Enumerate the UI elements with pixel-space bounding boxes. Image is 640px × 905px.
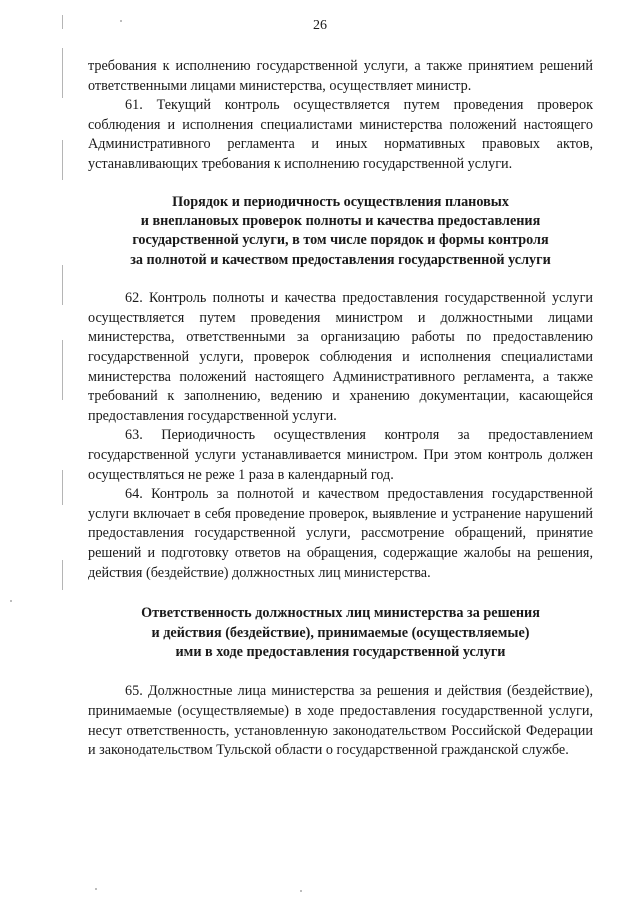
paragraph-62: 62. Контроль полноты и качества предоставления государственной услуги осуществляется путем проведения министром и должностными лицами министерства, ответственными за организацию работы по предоставлению государственной услуги, проверок соблюдения и исполнения специалистами министерства положений настоящего Административного регламента, а также требований к заполнению, ведению и хранению документации, касающейся предоставления государственной услуги. [88,290,593,424]
scan-artifact [62,560,63,590]
heading-line: государственной услуги, в том числе порядок и формы контроля [132,232,549,249]
heading-line: и внеплановых проверок полноты и качества предоставления [140,212,541,229]
page-number: 26 [313,18,327,33]
heading-line: Ответственность должностных лиц министерства за решения [141,605,540,622]
scan-artifact [62,140,63,180]
scan-artifact [62,470,63,505]
scan-artifact [62,15,63,29]
section-heading-inspections [88,193,593,271]
scan-artifact [62,265,63,305]
heading-line: Порядок и периодичность осуществления плановых [172,193,509,210]
scan-artifact [300,890,302,892]
scan-artifact [62,340,63,400]
paragraph-61: 61. Текущий контроль осуществляется путем проведения проверок соблюдения и исполнения специалистами министерства положений настоящего Административного регламента и иных нормативных правовых актов, устанавливающих требования к исполнению государственной услуги. [88,97,593,172]
heading-line: и действия (бездействие), принимаемые (осуществляемые) [151,624,530,641]
paragraph-63: 63. Периодичность осуществления контроля за предоставлением государственной услуги устанавливается министром. При этом контроль должен осуществляться не реже 1 раза в календарный год. [88,427,593,483]
scan-artifact [62,48,63,98]
scan-artifact [95,888,97,890]
scan-artifact [120,20,122,22]
section-heading-responsibility [88,604,593,662]
heading-line: за полнотой и качеством предоставления государственной услуги [130,251,551,268]
paragraph-64: 64. Контроль за полнотой и качеством предоставления государственной услуги включает в себя проведение проверок, выявление и устранение нарушений предоставления государственной услуги, рассмотрение обращений, принятие решений и подготовку ответов на обращения, содержащие жалобы на решения, действия (бездействие) должностных лиц министерства. [88,486,593,581]
paragraph-65: 65. Должностные лица министерства за решения и действия (бездействие), принимаемые (осуществляемые) в ходе предоставления государственной услуги, несут ответственность, установленную законодательством Российской Федерации и законодательством Тульской области о государственной гражданской службе. [88,683,593,759]
document-body [88,57,593,761]
paragraph-continuation: требования к исполнению государственной услуги, а также принятием решений ответственными лицами министерства, осуществляет министр. [88,58,593,94]
heading-line: ими в ходе предоставления государственной услуги [175,643,506,660]
scan-artifact [10,600,12,602]
